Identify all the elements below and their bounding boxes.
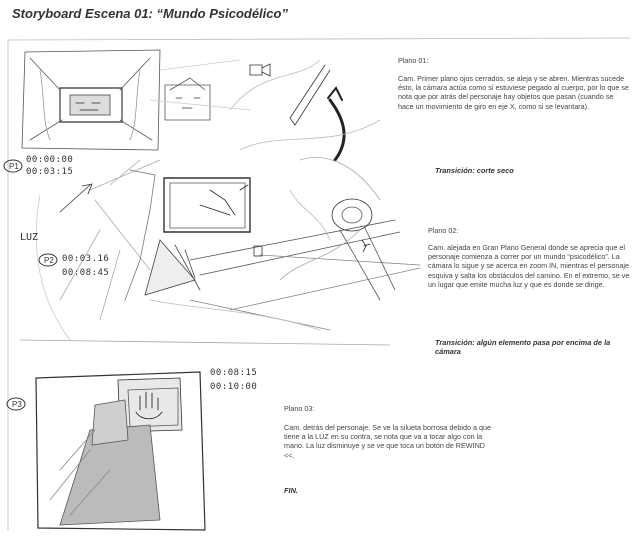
marker-p2: P2	[40, 256, 50, 265]
plano2-time-start: 00:03.16	[62, 254, 110, 264]
plano3-sketch	[36, 372, 205, 530]
plano2-sketch	[36, 157, 420, 340]
transition-1: Transición: corte seco	[435, 166, 514, 175]
plano1-time-end: 00:03:15	[26, 167, 74, 177]
transition-2: Transición: algún elemento pasa por encima de la cámara	[435, 338, 611, 357]
plano2-time-end: 00:08:45	[62, 268, 110, 278]
fin-label: FIN.	[284, 486, 298, 495]
plano3-time-start: 00:08:15	[210, 368, 258, 378]
plano1-heading: Plano 01:	[398, 56, 429, 65]
plano1-time-start: 00:00:00	[26, 155, 74, 165]
plano1-description: Cam. Primer plano ojos cerrados, se aleja y se abren. Mientras sucede ésto, la cámara actúa como si estuviese pegado al cuerpo, por lo que se nota que por atrás del personaje hay objetos que pasan (cuando se hace un movimiento de giro en eje X, como si se levantara).	[398, 74, 629, 111]
plano2-heading: Plano 02:	[428, 226, 459, 235]
plano1-sketch	[22, 50, 380, 160]
plano3-time-end: 00:10:00	[210, 382, 258, 392]
luz-label: LUZ	[20, 232, 39, 243]
plano3-description: Cam. detrás del personaje. Se ve la silueta borrosa debido a que tiene a la LUZ en su contra, se nota que va a tocar algo con la mano. La luz disminuye y se ve que toca un botón de REWIND <<.	[284, 423, 491, 460]
plano3-heading: Plano 03:	[284, 404, 315, 413]
plano2-description: Cam. alejada en Gran Plano General donde se aprecia que el personaje comienza a correr por un mundo “psicodélico”. La cámara lo sigue y se acerca en zoom IN, mientras el personaje esquiva y salta los obstáculos del camino. En el extremo, se ve un lugar que emite mucha luz y que es donde se dirige.	[428, 243, 630, 289]
marker-p1: P1	[5, 162, 15, 171]
page-title: Storyboard Escena 01: “Mundo Psicodélico”	[12, 6, 288, 21]
marker-p3: P3	[8, 400, 18, 409]
